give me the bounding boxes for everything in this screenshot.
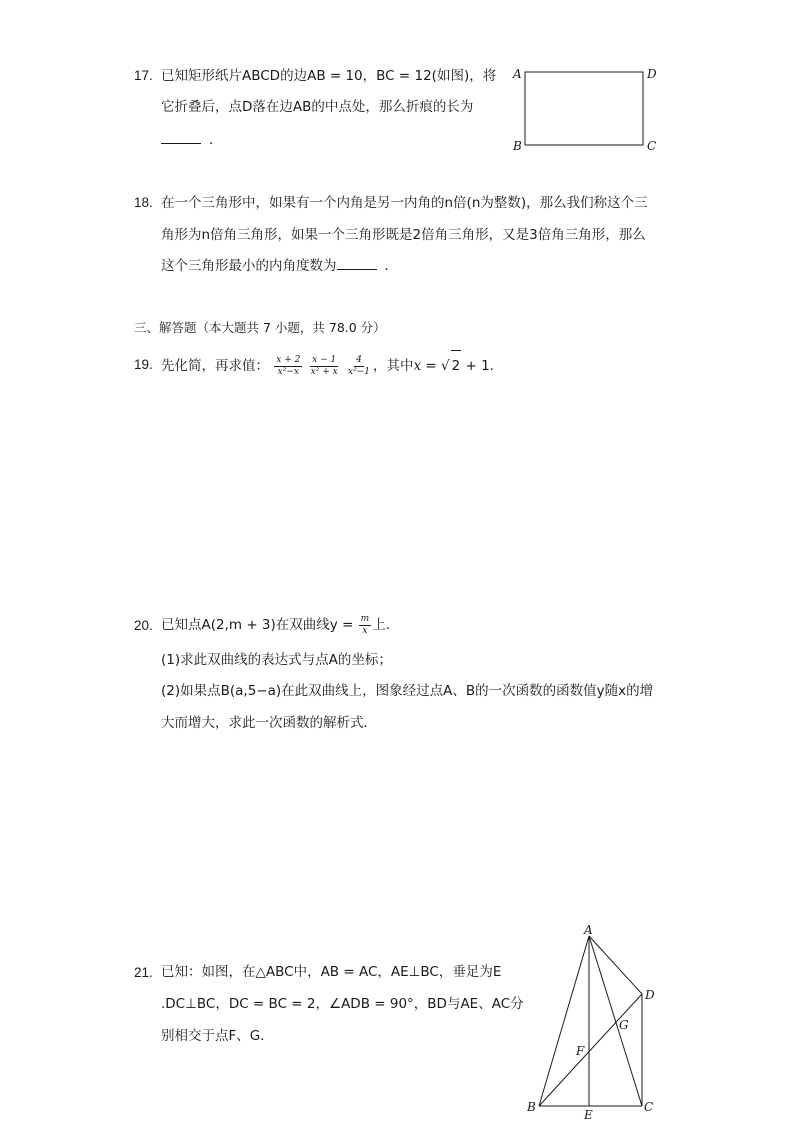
q20-part1: (1)求此双曲线的表达式与点A的坐标； [161, 652, 392, 668]
q21-number: 21. [134, 965, 153, 980]
q20-part2-line2: 大而增大，求此一次函数的解析式． [161, 715, 377, 731]
q19-fraction-1: $\frac{x + 2}{\text{x²−x}}$ [276, 354, 301, 377]
q21-label-e: E [584, 1108, 593, 1122]
q21-triangle-figure [520, 922, 660, 1122]
q21-segment-ab [539, 936, 589, 1106]
q18-line3-text: 这个三角形最小的内角度数为 [161, 258, 337, 274]
q20-line1-a: 已知点A(2,m + 3)在双曲线y = [161, 617, 358, 633]
q19-middle: ，其中 [372, 358, 414, 374]
q20-part2-line1: (2)如果点B(a,5−a)在此双曲线上，图象经过点A、B的一次函数的函数值y随x的增 [161, 683, 654, 699]
q17-rectangle-figure [508, 62, 668, 157]
q21-segment-ac [589, 936, 642, 1106]
q19-radicand: 2 [451, 350, 462, 381]
q21-label-c: C [644, 1100, 654, 1114]
q18-line3-end: ． [384, 258, 398, 274]
q20-line1 [161, 610, 390, 640]
q17-line3 [161, 130, 223, 150]
q19-x-var: x [413, 358, 422, 374]
q19-suffix: + 1． [461, 358, 504, 374]
q21-label-g: G [619, 1018, 629, 1032]
q17-line3-end: ． [209, 132, 223, 148]
q18-line1: 在一个三角形中，如果有一个内角是另一内角的n倍(n为整数)，那么我们称这个三 [161, 195, 648, 211]
q18-answer-blank [337, 257, 377, 270]
q17-line1: 已知矩形纸片ABCD的边AB = 10，BC = 12(如图)，将 [161, 68, 497, 84]
q21-label-f: F [576, 1044, 585, 1058]
q21-line1: 已知：如图，在△ABC中，AB = AC，AE⊥BC，垂足为E [161, 964, 502, 980]
q18-line2: 角形为n倍角三角形，如果一个三角形既是2倍角三角形，又是3倍角三角形，那么 [161, 227, 646, 243]
q19-number: 19. [134, 357, 153, 372]
q17-label-c: C [647, 139, 657, 153]
q17-label-b: B [513, 139, 522, 153]
q19-expression: 先化简，再求值： $\frac{x + 2}{\text{x²−x}}$ $\frac{x - 1}{\text{x² + x}}$ $\frac{4}{\text{x²−1}}$ ，其中x = √ 2 + 1． [161, 350, 503, 381]
q19-prefix: 先化简，再求值： [161, 358, 269, 374]
q18-line3 [161, 256, 398, 276]
q21-label-b: B [527, 1100, 536, 1114]
q21-label-a: A [584, 923, 593, 937]
q21-segment-bd [539, 994, 642, 1106]
q19-fraction-2: $\frac{x - 1}{\text{x² + x}}$ [310, 354, 338, 377]
q18-number: 18. [134, 195, 153, 210]
q20-number: 20. [134, 618, 153, 633]
q21-label-d: D [645, 988, 655, 1002]
q19-fraction-3: $\frac{4}{\text{x²−1}}$ [348, 354, 370, 377]
section3-heading: 三、解答题（本大题共 7 小题，共 78.0 分） [134, 320, 386, 335]
q17-answer-blank [161, 131, 201, 144]
q21-line3: 别相交于点F、G． [161, 1028, 274, 1044]
q21-segment-ad [589, 936, 642, 994]
q17-label-d: D [647, 67, 657, 81]
q17-number: 17. [134, 68, 153, 83]
q21-line2: .DC⊥BC，DC = BC = 2，∠ADB = 90°，BD与AE、AC分 [161, 996, 524, 1012]
q20-fraction: $\frac{m}{x}$ [360, 613, 370, 636]
q17-line2: 它折叠后，点D落在边AB的中点处，那么折痕的长为 [161, 99, 474, 115]
q17-label-a: A [513, 67, 522, 81]
q20-line1-b: 上. [372, 617, 391, 633]
